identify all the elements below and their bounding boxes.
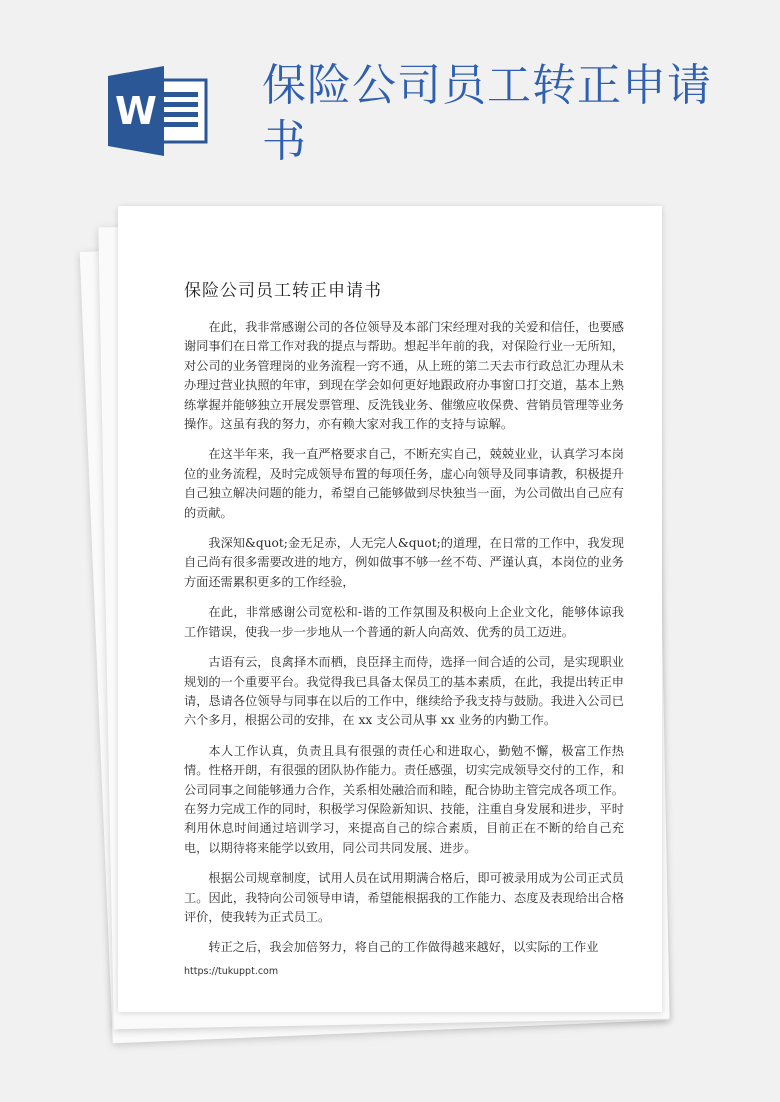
paragraph: 本人工作认真，负责且具有很强的责任心和进取心，勤勉不懈，极富工作热情。性格开朗，有很强的团队协作能力。责任感强，切实完成领导交付的工作，和公司同事之间能够通力合作，关系相处融洽而和睦，配合协助主管完成各项工作。在努力完成工作的同时，积极学习保险新知识、技能，注重自身发展和进步，平时利用休息时间通过培训学习，来提高自己的综合素质，目前正在不断的给自己充电，以期待将来能学以致用，同公司共同发展、进步。 xyxy=(184,743,624,855)
paragraph: 我深知&quot;金无足赤，人无完人&quot;的道理，在日常的工作中，我发现自己尚有很多需要改进的地方，例如做事不够一丝不苟、严谨认真，本岗位的业务方面还需累积更多的工作经验， xyxy=(184,536,624,589)
paragraph: 转正之后，我会加倍努力，将自己的工作做得越来越好，以实际的工作业 xyxy=(208,940,599,955)
paragraph: 在此，非常感谢公司宽松和-谐的工作氛围及积极向上企业文化，能够体谅我工作错误，使我一步一步地从一个普通的新人向高效、优秀的员工迈进。 xyxy=(184,605,624,639)
footer-url: https://tukuppt.com xyxy=(184,966,279,977)
paragraph: 在这半年来，我一直严格要求自己，不断充实自己，兢兢业业，认真学习本岗位的业务流程，及时完成领导布置的每项任务，虚心向领导及同事请教，积极提升自己独立解决问题的能力，希望自己能够做到尽快独当一面，为公司做出自己应有的贡献。 xyxy=(184,447,624,520)
page-title: 保险公司员工转正申请书 xyxy=(262,60,712,167)
document-page xyxy=(118,206,662,1012)
document-title: 保险公司员工转正申请书 xyxy=(184,281,382,301)
paragraph: 在此，我非常感谢公司的各位领导及本部门宋经理对我的关爱和信任，也要感谢同事们在日常工作对我的提点与帮助。想起半年前的我，对保险行业一无所知，对公司的业务管理岗的业务流程一窍不通，从上班的第二天去市行政总汇办理从未办理过营业执照的年审，到现在学会如何更好地跟政府办事窗口打交道，基本上熟练掌握并能够独立开展发票管理、反洗钱业务、催缴应收保费、营销员管理等业务操作。这虽有我的努力，亦有赖大家对我工作的支持与谅解。 xyxy=(184,320,624,432)
paragraph: 根据公司规章制度，试用人员在试用期满合格后，即可被录用成为公司正式员工。因此，我特向公司领导申请，希望能根据我的工作能力、态度及表现给出合格评价，使我转为正式员工。 xyxy=(184,871,624,924)
document-body xyxy=(184,318,624,969)
word-document-icon xyxy=(108,66,208,156)
paragraph: 古语有云，良禽择木而栖，良臣择主而侍，选择一间合适的公司，是实现职业规划的一个重要平台。我觉得我已具备太保员工的基本素质，在此，我提出转正申请，恳请各位领导与同事在以后的工作中，继续给予我支持与鼓励。我进入公司已六个多月，根据公司的安排，在 xx 支公司从事 xx 业务的内勤工作。 xyxy=(184,655,624,728)
word-logo-letter: W xyxy=(115,89,157,133)
